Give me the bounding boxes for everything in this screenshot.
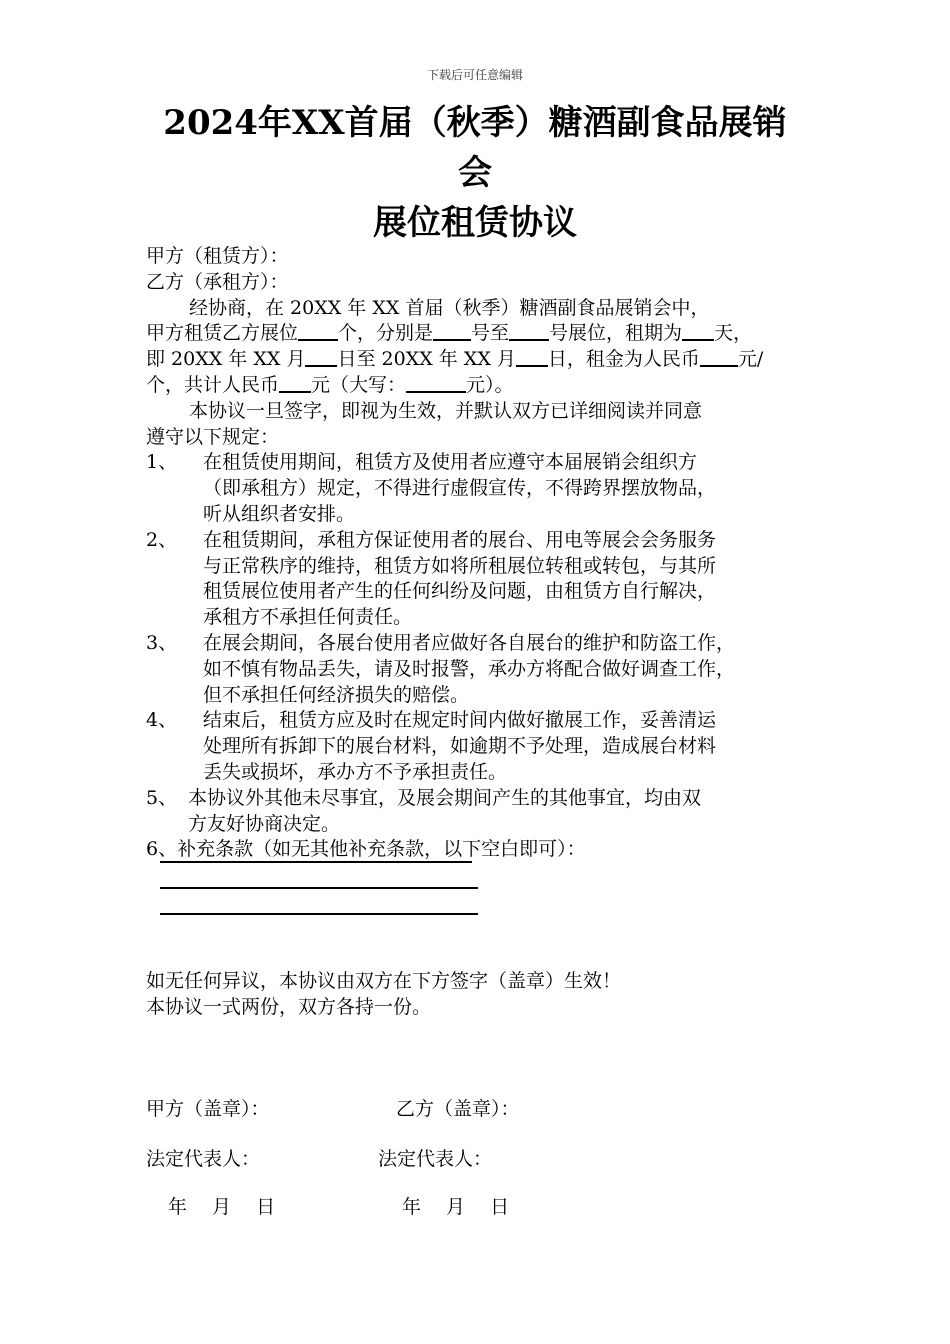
intro-text: 号展位，租期为 xyxy=(549,322,683,345)
clause-line: 与正常秩序的维持，租赁方如将所租展位转租或转包，与其所 xyxy=(203,554,717,577)
clause-number: 1、 xyxy=(146,451,178,474)
clause-item xyxy=(146,708,816,785)
clause-line: 承租方不承担任何责任。 xyxy=(203,606,413,629)
supplementary-blank-line xyxy=(160,913,478,915)
clause-line: 在租赁期间，承租方保证使用者的展台、用电等展会会务服务 xyxy=(203,528,717,551)
clause-text xyxy=(203,708,816,785)
clause-line: 但不承担任何经济损失的赔偿。 xyxy=(203,683,470,706)
blank-field xyxy=(279,373,311,393)
intro-text: 天， xyxy=(714,322,753,345)
blank-field xyxy=(305,347,337,367)
document-subtitle: 展位租赁协议 xyxy=(373,203,577,243)
clause-item xyxy=(146,450,816,527)
title-line-1: 2024年XX首届（秋季）糖酒副食品展销 xyxy=(163,103,787,143)
party-b-date-label: 年 月 日 xyxy=(402,1196,510,1218)
clause-text xyxy=(203,528,816,631)
title-line-2: 会 xyxy=(458,153,492,193)
blank-field xyxy=(298,321,338,341)
intro-line: 经协商，在 20XX 年 XX 首届（秋季）糖酒副食品展销会中， xyxy=(189,296,710,319)
intro-text: 元/ xyxy=(737,348,764,371)
party-a-seal-label: 甲方（盖章）： xyxy=(146,1098,270,1120)
intro-text: 号至 xyxy=(471,322,510,345)
clause-line: 方友好协商决定。 xyxy=(188,812,341,835)
intro-line xyxy=(146,373,816,399)
clause-line: 处理所有拆卸下的展台材料，如逾期不予处理，造成展台材料 xyxy=(203,735,717,758)
clause-line: 听从组织者安排。 xyxy=(203,502,356,525)
clause-line: 丢失或损坏，承办方不予承担责任。 xyxy=(203,760,508,783)
agreement-body xyxy=(146,244,816,863)
clause-text xyxy=(203,450,816,527)
clause-line: 本协议外其他未尽事宜，及展会期间产生的其他事宜，均由双 xyxy=(188,786,702,809)
clause-line: （即承租方）规定，不得进行虚假宣传，不得跨界摆放物品， xyxy=(203,477,717,500)
clause-number: 3、 xyxy=(146,631,178,654)
blank-field xyxy=(682,321,714,341)
clause-text xyxy=(203,631,816,708)
clause-item xyxy=(146,786,816,838)
clause-line: 如不慎有物品丢失，请及时报警，承办方将配合做好调查工作， xyxy=(203,657,736,680)
header-note: 下载后可任意编辑 xyxy=(426,68,523,82)
intro-text: 甲方租赁乙方展位 xyxy=(146,322,299,345)
blank-field xyxy=(433,321,471,341)
clause-number: 5、 xyxy=(146,786,178,809)
intro-text: 元）。 xyxy=(466,373,514,396)
intro-text: 日，租金为人民币 xyxy=(547,348,700,371)
blank-field xyxy=(406,373,466,393)
party-b-label: 乙方（承租方）： xyxy=(146,270,289,293)
clause-number: 4、 xyxy=(146,709,178,732)
supplementary-blank-line xyxy=(160,887,478,889)
clause-item xyxy=(146,528,816,631)
clause-line: 在展会期间，各展台使用者应做好各自展台的维护和防盗工作， xyxy=(203,631,736,654)
blank-field xyxy=(700,347,738,367)
intro-line xyxy=(146,347,816,373)
party-a-date-label: 年 月 日 xyxy=(168,1196,276,1218)
document-title xyxy=(130,98,820,198)
intro-text: 个，分别是 xyxy=(338,322,434,345)
intro-text: 个，共计人民币 xyxy=(146,373,280,396)
intro-text: 日至 20XX 年 XX 月 xyxy=(337,348,516,371)
party-a-representative-label: 法定代表人： xyxy=(146,1148,261,1170)
clause-6-supplementary: 6、补充条款（如无其他补充条款，以下空白即可）： xyxy=(146,838,586,861)
blank-field xyxy=(516,347,548,367)
intro-text: 元（大写： xyxy=(311,373,407,396)
clause-item xyxy=(146,631,816,708)
closing-line: 本协议一式两份，双方各持一份。 xyxy=(146,996,432,1018)
party-b-representative-label: 法定代表人： xyxy=(378,1148,493,1170)
party-b-seal-label: 乙方（盖章）： xyxy=(396,1098,520,1120)
clause-text xyxy=(188,786,816,838)
clause-line: 结束后，租赁方应及时在规定时间内做好撤展工作，妥善清运 xyxy=(203,709,717,732)
clause-line: 在租赁使用期间，租赁方及使用者应遵守本届展销会组织方 xyxy=(203,451,698,474)
intro-line: 遵守以下规定： xyxy=(146,425,280,448)
blank-field xyxy=(509,321,549,341)
intro-line xyxy=(146,321,816,347)
supplementary-blank-line xyxy=(160,861,472,863)
closing-line: 如无任何异议，本协议由双方在下方签字（盖章）生效！ xyxy=(146,970,622,992)
party-a-label: 甲方（租赁方）： xyxy=(146,245,289,267)
clause-number: 2、 xyxy=(146,528,178,551)
intro-text: 即 20XX 年 XX 月 xyxy=(146,348,306,371)
clause-line: 租赁展位使用者产生的任何纠纷及问题，由租赁方自行解决， xyxy=(203,580,717,603)
intro-line: 本协议一旦签字，即视为生效，并默认双方已详细阅读并同意 xyxy=(189,399,703,422)
